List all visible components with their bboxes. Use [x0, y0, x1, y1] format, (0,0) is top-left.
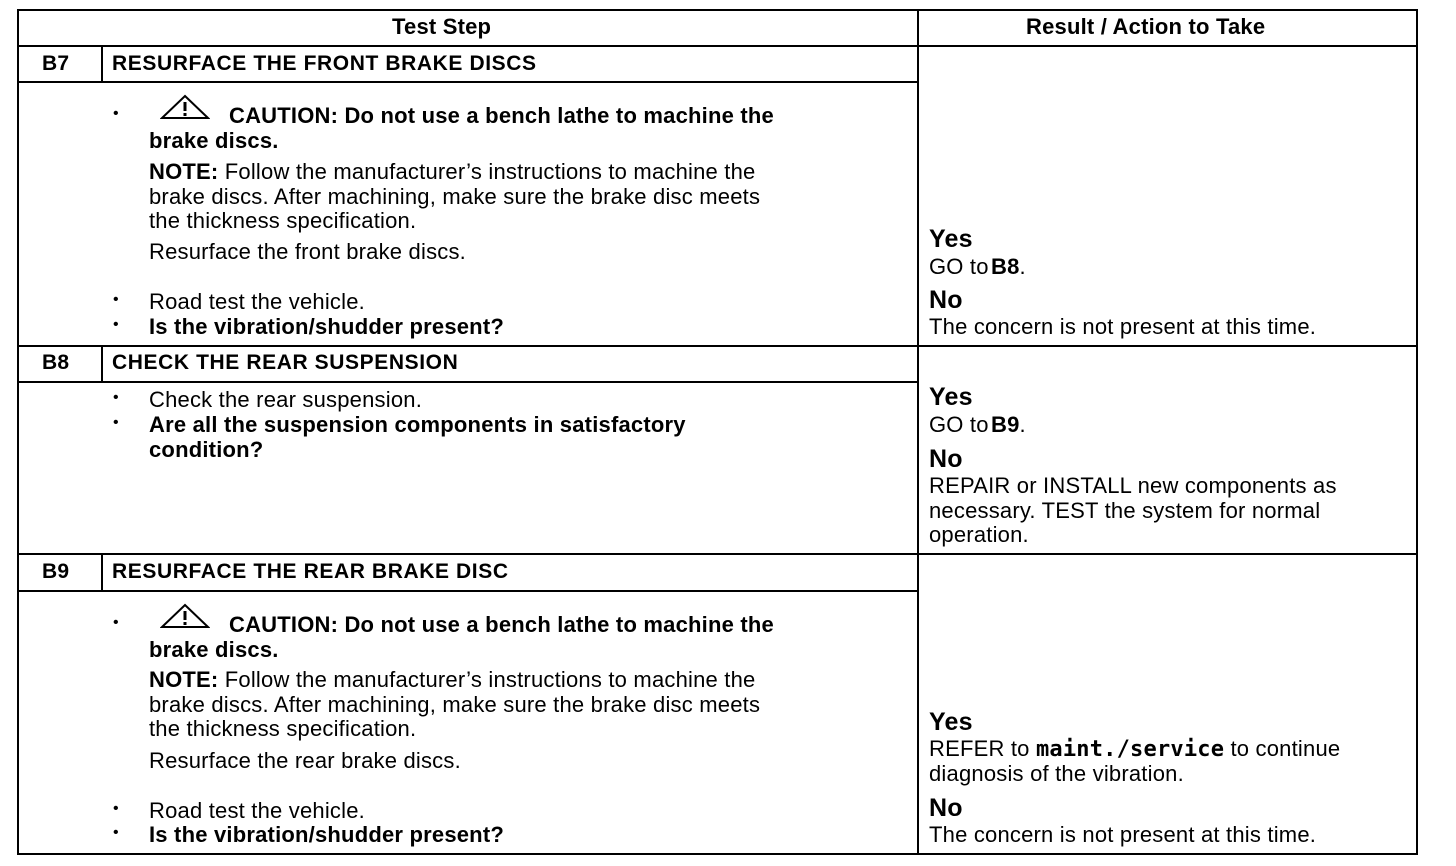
yes-label: Yes: [929, 708, 973, 736]
yes-label: Yes: [929, 225, 973, 253]
no-action: necessary. TEST the system for normal: [929, 498, 1321, 523]
divider: [19, 345, 1416, 347]
yes-suffix: to continue: [1230, 736, 1341, 761]
caution-text: CAUTION: Do not use a bench lathe to machine the: [229, 103, 774, 128]
divider: [19, 45, 1416, 47]
question-text: Is the vibration/shudder present?: [149, 822, 504, 847]
no-label: No: [929, 445, 963, 473]
divider: [19, 81, 919, 83]
column-header-result: Result / Action to Take: [1026, 14, 1266, 39]
no-action: The concern is not present at this time.: [929, 314, 1317, 339]
yes-action: [929, 412, 1026, 437]
divider: [917, 11, 919, 853]
caution-text: CAUTION: Do not use a bench lathe to machine the: [229, 612, 774, 637]
yes-suffix: .: [1019, 412, 1026, 437]
step-title: CHECK THE REAR SUSPENSION: [112, 351, 459, 374]
note-label: NOTE:: [149, 159, 219, 184]
yes-prefix: GO to: [929, 412, 989, 437]
step-id: B7: [42, 52, 70, 75]
note-text: [149, 159, 755, 184]
step-title: RESURFACE THE FRONT BRAKE DISCS: [112, 52, 537, 75]
note-label: NOTE:: [149, 667, 219, 692]
list-item: Road test the vehicle.: [149, 798, 365, 823]
no-label: No: [929, 286, 963, 314]
list-item: Check the rear suspension.: [149, 387, 423, 412]
yes-prefix: GO to: [929, 254, 989, 279]
note-text: brake discs. After machining, make sure the brake disc meets: [149, 692, 761, 717]
step-title: RESURFACE THE REAR BRAKE DISC: [112, 560, 509, 583]
bullet: •: [113, 414, 119, 431]
question-text: Are all the suspension components in satisfactory: [149, 412, 686, 437]
warning-triangle-icon: [160, 94, 210, 120]
step-link[interactable]: B9: [991, 412, 1020, 437]
yes-label: Yes: [929, 383, 973, 411]
column-header-test-step: Test Step: [392, 14, 492, 39]
note-text: the thickness specification.: [149, 208, 417, 233]
caution-text: brake discs.: [149, 128, 279, 153]
warning-triangle-icon: [160, 603, 210, 629]
divider: [19, 553, 1416, 555]
bullet: •: [113, 291, 119, 308]
bullet: •: [113, 316, 119, 333]
divider: [101, 45, 103, 83]
question-text: condition?: [149, 437, 264, 462]
no-action: REPAIR or INSTALL new components as: [929, 473, 1337, 498]
divider: [101, 345, 103, 383]
yes-suffix: .: [1019, 254, 1026, 279]
step-link[interactable]: B8: [991, 254, 1020, 279]
bullet: •: [113, 800, 119, 817]
service-link[interactable]: maint./service: [1035, 737, 1225, 762]
no-label: No: [929, 794, 963, 822]
bullet: •: [113, 824, 119, 841]
bullet: •: [113, 105, 119, 122]
step-id: B9: [42, 560, 70, 583]
yes-action: diagnosis of the vibration.: [929, 761, 1184, 786]
question-text: Is the vibration/shudder present?: [149, 314, 504, 339]
note-text: the thickness specification.: [149, 716, 417, 741]
bullet: •: [113, 614, 119, 631]
divider: [19, 381, 919, 383]
action-text: Resurface the rear brake discs.: [149, 748, 461, 773]
note-body: Follow the manufacturer’s instructions to machine the: [224, 667, 756, 692]
action-text: Resurface the front brake discs.: [149, 239, 466, 264]
divider: [19, 590, 919, 592]
caution-text: brake discs.: [149, 637, 279, 662]
yes-action: [929, 254, 1026, 279]
no-action: operation.: [929, 522, 1029, 547]
step-id: B8: [42, 351, 70, 374]
no-action: The concern is not present at this time.: [929, 822, 1317, 847]
yes-action: [929, 736, 1340, 762]
bullet: •: [113, 389, 119, 406]
note-text: [149, 667, 755, 692]
note-body: Follow the manufacturer’s instructions to machine the: [224, 159, 756, 184]
note-text: brake discs. After machining, make sure the brake disc meets: [149, 184, 761, 209]
list-item: Road test the vehicle.: [149, 289, 365, 314]
yes-prefix: REFER to: [929, 736, 1030, 761]
divider: [101, 553, 103, 592]
